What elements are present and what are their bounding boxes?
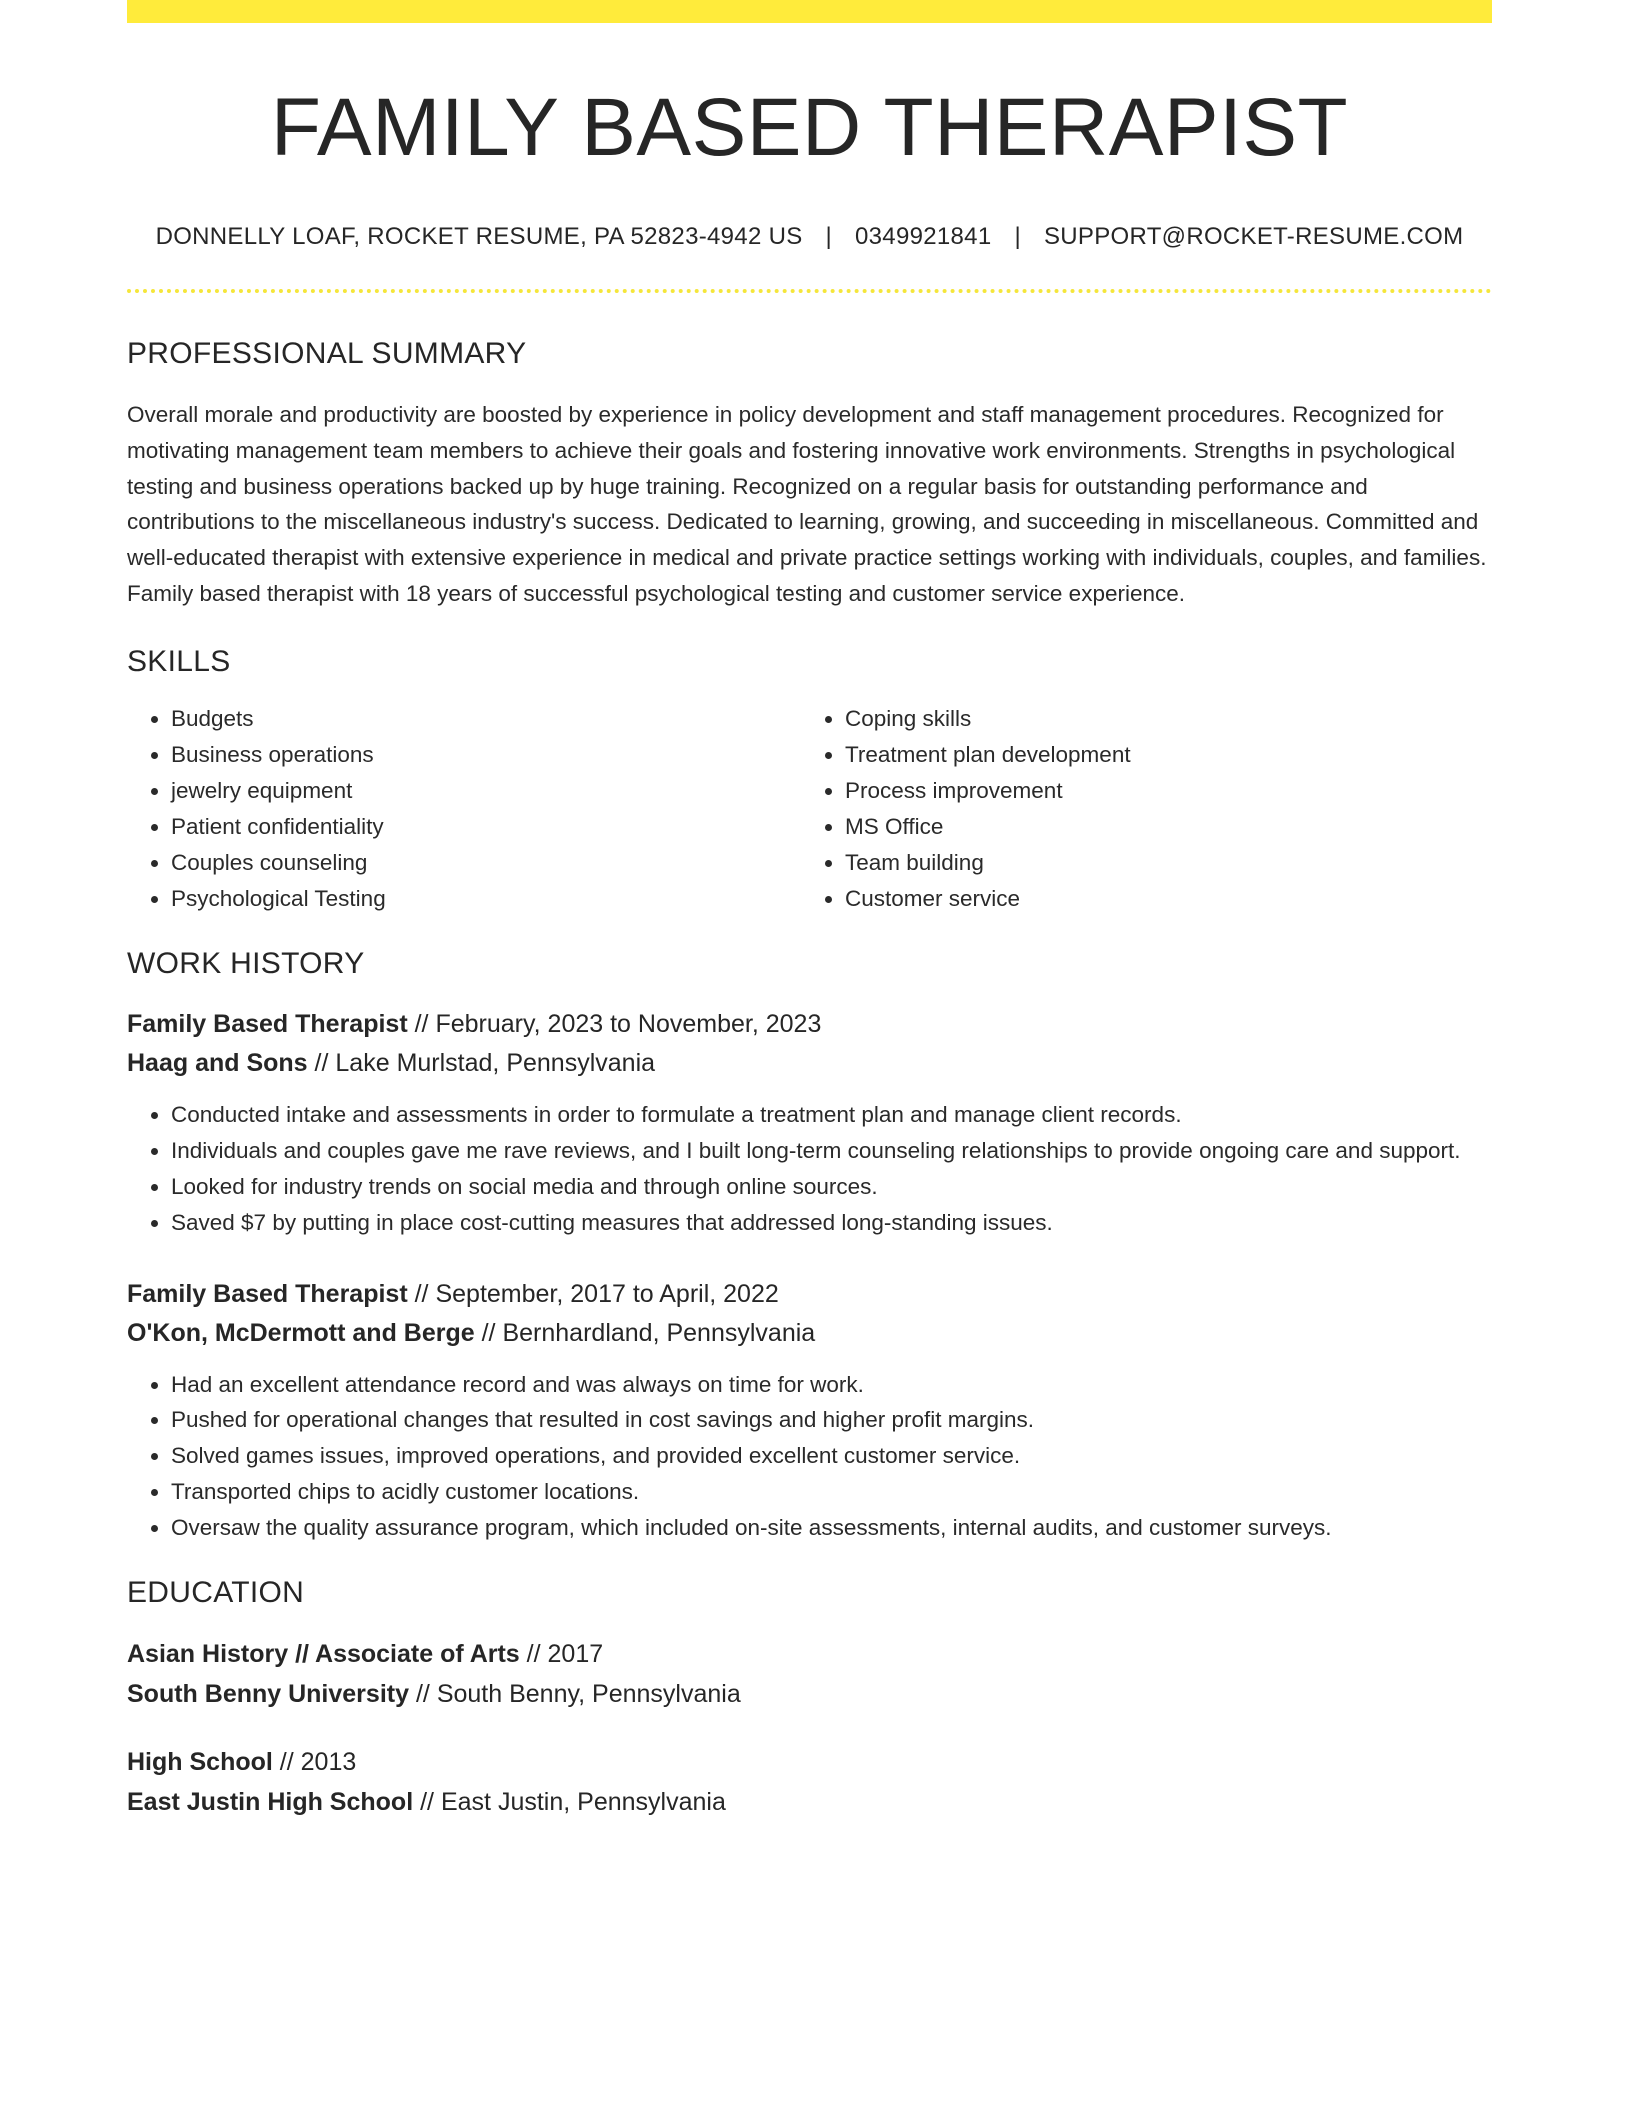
education-year: 2017 xyxy=(547,1639,604,1668)
skills-list xyxy=(127,701,1492,917)
skill-item: • Couples counseling xyxy=(171,845,801,881)
skill-item: • Coping skills xyxy=(845,701,1485,737)
skill-item: • Customer service xyxy=(845,881,1485,917)
education-degree: Asian History // Associate of Arts xyxy=(127,1639,520,1668)
resume-title: FAMILY BASED THERAPIST xyxy=(270,82,1349,173)
education-heading: EDUCATION xyxy=(127,1575,305,1609)
contact-separator: | xyxy=(1014,223,1021,251)
job-company-line xyxy=(127,1314,1492,1353)
job-bullet: • Individuals and couples gave me rave reviews, and I built long-term counseling relationships to provide ongoing care and support. xyxy=(171,1133,1492,1169)
education-degree: High School xyxy=(127,1747,273,1776)
education-school: South Benny University xyxy=(127,1679,409,1708)
job-dates: September, 2017 to April, 2022 xyxy=(435,1279,779,1308)
education-location: South Benny, Pennsylvania xyxy=(436,1679,741,1708)
job-location: Lake Murlstad, Pennsylvania xyxy=(335,1049,656,1078)
contact-line xyxy=(127,223,1492,251)
education-degree-line xyxy=(127,1742,1492,1782)
skill-item: • Patient confidentiality xyxy=(171,809,801,845)
job-location: Bernhardland, Pennsylvania xyxy=(502,1318,816,1347)
job-bullet: • Pushed for operational changes that resulted in cost savings and higher profit margins. xyxy=(171,1402,1492,1438)
skill-item: • Team building xyxy=(845,845,1485,881)
skill-item: • MS Office xyxy=(845,809,1485,845)
job-bullets xyxy=(127,1097,1492,1240)
job-entry xyxy=(127,1275,1492,1546)
job-title-line xyxy=(127,1275,1492,1314)
job-separator: // xyxy=(314,1049,329,1078)
job-company: O'Kon, McDermott and Berge xyxy=(127,1318,475,1347)
education-separator: // xyxy=(526,1639,541,1668)
job-bullet: • Solved games issues, improved operations, and provided excellent customer service. xyxy=(171,1438,1492,1474)
job-separator: // xyxy=(414,1010,429,1039)
education-separator: // xyxy=(279,1747,294,1776)
education-separator: // xyxy=(420,1787,435,1816)
contact-phone: 0349921841 xyxy=(855,223,992,251)
job-bullet: • Transported chips to acidly customer locations. xyxy=(171,1474,1492,1510)
skill-item: • Psychological Testing xyxy=(171,881,801,917)
contact-address: DONNELLY LOAF, ROCKET RESUME, PA 52823-4942 US xyxy=(155,223,803,251)
skills-column-right xyxy=(801,701,1485,917)
job-company: Haag and Sons xyxy=(127,1049,308,1078)
skill-item: • jewelry equipment xyxy=(171,773,801,809)
job-bullet: • Saved $7 by putting in place cost-cutting measures that addressed long-standing issues. xyxy=(171,1205,1492,1241)
header-divider xyxy=(127,289,1492,293)
skill-item: • Process improvement xyxy=(845,773,1485,809)
summary-text: Overall morale and productivity are boosted by experience in policy development and staff management procedures. Recognized for motivating management team members to achieve their goals and fostering innovative work environments. Strengths in psychological testing and business operations backed up by huge training. Recognized on a regular basis for outstanding performance and contributions to the miscellaneous industry's success. Dedicated to learning, growing, and succeeding in miscellaneous. Committed and well-educated therapist with extensive experience in medical and private practice settings working with individuals, couples, and families. Family based therapist with 18 years of successful psychological testing and customer service experience. xyxy=(127,402,1487,606)
accent-bar xyxy=(127,0,1492,23)
education-location: East Justin, Pennsylvania xyxy=(440,1787,726,1816)
education-school-line xyxy=(127,1674,1492,1714)
contact-email: SUPPORT@ROCKET-RESUME.COM xyxy=(1043,223,1464,251)
job-title-line xyxy=(127,1005,1492,1044)
education-degree-line xyxy=(127,1634,1492,1674)
job-separator: // xyxy=(481,1318,496,1347)
job-bullet: • Oversaw the quality assurance program, which included on-site assessments, internal audits, and customer surveys. xyxy=(171,1510,1492,1546)
summary-heading: PROFESSIONAL SUMMARY xyxy=(127,337,527,371)
skill-item: • Budgets xyxy=(171,701,801,737)
skills-heading: SKILLS xyxy=(127,645,231,679)
education-entry xyxy=(127,1634,1492,1714)
education-separator: // xyxy=(415,1679,430,1708)
resume-page xyxy=(127,0,1492,1822)
job-bullet: • Had an excellent attendance record and was always on time for work. xyxy=(171,1367,1492,1403)
skill-item: • Business operations xyxy=(171,737,801,773)
education-school-line xyxy=(127,1782,1492,1822)
job-bullet: • Conducted intake and assessments in order to formulate a treatment plan and manage client records. xyxy=(171,1097,1492,1133)
job-entry xyxy=(127,1005,1492,1240)
education-entry xyxy=(127,1742,1492,1822)
skills-column-left xyxy=(127,701,801,917)
contact-separator: | xyxy=(825,223,833,251)
job-dates: February, 2023 to November, 2023 xyxy=(435,1010,822,1039)
job-company-line xyxy=(127,1044,1492,1083)
skill-item: • Treatment plan development xyxy=(845,737,1485,773)
job-title: Family Based Therapist xyxy=(127,1279,408,1308)
education-year: 2013 xyxy=(300,1747,357,1776)
job-title: Family Based Therapist xyxy=(127,1010,408,1039)
job-separator: // xyxy=(414,1279,429,1308)
education-school: East Justin High School xyxy=(127,1787,414,1816)
job-bullets xyxy=(127,1367,1492,1546)
work-heading: WORK HISTORY xyxy=(127,947,365,981)
job-bullet: • Looked for industry trends on social media and through online sources. xyxy=(171,1169,1492,1205)
